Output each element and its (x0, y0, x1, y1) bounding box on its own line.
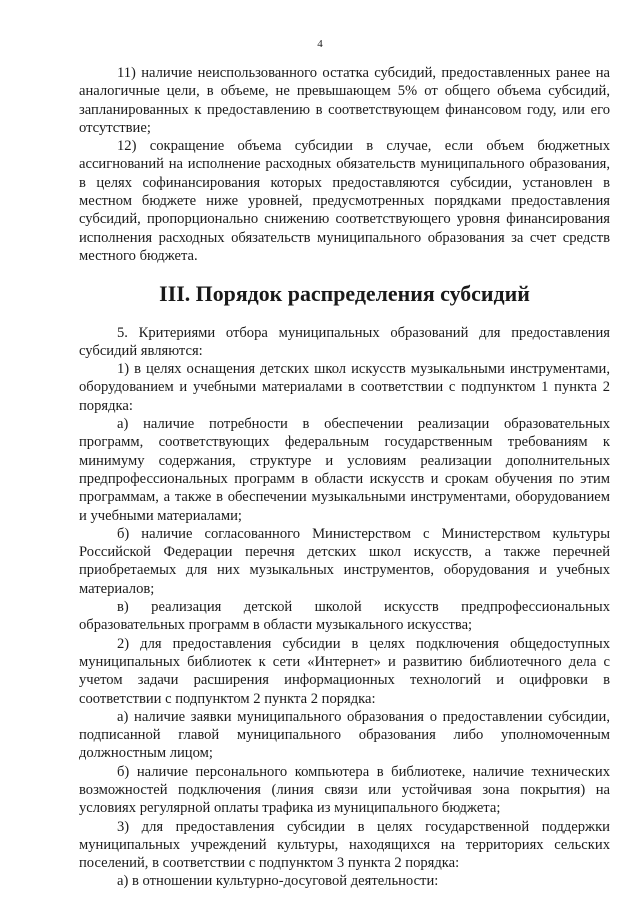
document-body (79, 64, 610, 891)
page-number: 4 (317, 38, 323, 50)
paragraph-item-12: 12) сокращение объема субсидии в случае, если объем бюджетных ассигнований на исполнение расходных обязательств муниципального образования, в целях софинансирования которых предоставляются субсидии, установлен в местном бюджете ниже уровней, предусмотренных порядками предоставления субсидий, пропорционально снижению соответствующего уровня финансирования исполнения расходных обязательств муниципального образования за счет средств местного бюджета. (79, 138, 610, 264)
paragraph-subclause-1: 1) в целях оснащения детских школ искусств музыкальными инструментами, оборудованием и учебными материалами в соответствии с подпунктом 1 пункта 2 порядка: (79, 361, 610, 414)
section-heading: III. Порядок распределения субсидий (159, 281, 530, 307)
paragraph-1b: б) наличие согласованного Министерством с Министерством культуры Российской Федерации перечня детских школ искусств, а также перечней приобретаемых для них музыкальных инструментов, оборудования и учебных материалов; (79, 525, 610, 597)
paragraph-1a: а) наличие потребности в обеспечении реализации образовательных программ, соответствующих федеральным государственным требованиям к минимуму содержания, структуре и условиям реализации дополнительных предпрофессиональных программ в области искусств и срокам обучения по этим программам, а также в обеспечении музыкальными инструментами, оборудованием и учебными материалами; (79, 416, 610, 524)
paragraph-2a: а) наличие заявки муниципального образования о предоставлении субсидии, подписанной главой муниципального образования либо уполномоченным должностным лицом; (79, 708, 610, 762)
paragraph-clause-5: 5. Критериями отбора муниципальных образований для предоставления субсидий являются: (79, 324, 610, 359)
paragraph-subclause-3: 3) для предоставления субсидии в целях государственной поддержки муниципальных учреждений культуры, находящихся на территориях сельских поселений, в соответствии с подпунктом 3 пункта 2 порядка: (79, 818, 610, 872)
paragraph-1v: в) реализация детской школой искусств предпрофессиональных образовательных программ в области музыкального искусства; (79, 599, 610, 634)
paragraph-3a: а) в отношении культурно-досуговой деятельности: (117, 873, 439, 890)
paragraph-item-11: 11) наличие неиспользованного остатка субсидий, предоставленных ранее на аналогичные цели, в объеме, не превышающем 5% от общего объема субсидий, запланированных к предоставлению в соответствующем финансовом году, или его отсутствие; (79, 65, 610, 136)
paragraph-2b: б) наличие персонального компьютера в библиотеке, наличие технических возможностей подключения (линия связи или устойчивая зона покрытия) на условиях регулярной оплаты трафика из муниципального бюджета; (79, 763, 610, 817)
paragraph-subclause-2: 2) для предоставления субсидии в целях подключения общедоступных муниципальных библиотек к сети «Интернет» и развитию библиотечного дела с учетом задачи расширения информационных технологий и оцифровки в соответствии с подпунктом 2 пункта 2 порядка: (79, 635, 610, 707)
